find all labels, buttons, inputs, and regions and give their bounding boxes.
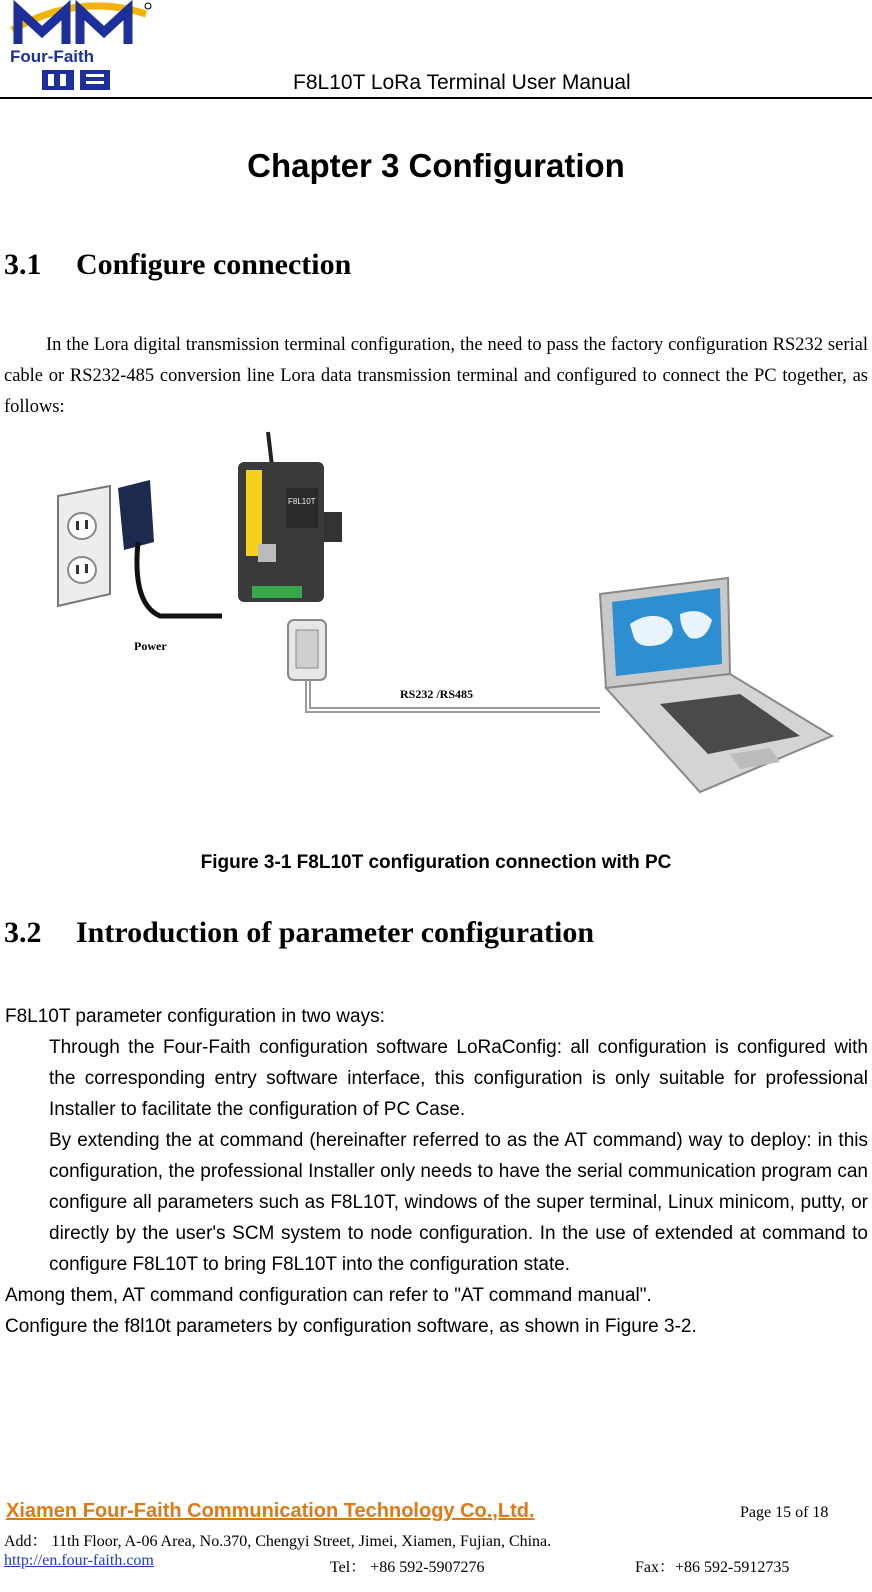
footer-telephone: Tel： +86 592-5907276 <box>330 1559 485 1576</box>
section-number: 3.2 <box>4 916 42 949</box>
connection-figure <box>40 424 840 814</box>
figure-caption: Figure 3-1 F8L10T configuration connection with PC <box>200 852 672 873</box>
cable-label: RS232 /RS485 <box>400 687 474 701</box>
logo-text: Four-Faith <box>10 47 95 66</box>
website-link[interactable]: http://en.four-faith.com <box>4 1552 154 1569</box>
power-label: Power <box>134 639 167 653</box>
page-number: Page 15 of 18 <box>740 1504 829 1521</box>
router-device-icon <box>238 432 342 602</box>
note-text: Configure the f8l10t parameters by configuration software, as shown in Figure 3-2. <box>5 1316 697 1337</box>
section-heading-3-2 <box>4 916 594 950</box>
device-label: F8L10T <box>288 497 316 506</box>
footer-fax: Fax：+86 592-5912735 <box>635 1559 790 1576</box>
section-body <box>5 1001 868 1342</box>
list-item: Through the Four-Faith configuration software LoRaConfig: all configuration is configured with the corresponding entry software interface, this configuration is only suitable for professional Installer to facilitate the configuration of PC Case. <box>49 1037 868 1120</box>
chapter-title: Chapter 3 Configuration <box>247 147 625 184</box>
section-number: 3.1 <box>4 248 42 281</box>
section-paragraph: In the Lora digital transmission terminal configuration, the need to pass the factory configuration RS232 serial cable or RS232-485 conversion line Lora data transmission terminal and configured to connect the PC together, as follows: <box>4 335 868 417</box>
document-title: F8L10T LoRa Terminal User Manual <box>293 71 631 94</box>
section-title: Configure connection <box>76 248 352 281</box>
lead-text: F8L10T parameter configuration in two ways: <box>5 1006 385 1027</box>
list-item: By extending the at command (hereinafter referred to as the AT command) way to deploy: in this configuration, the professional Installer only needs to have the serial communication program can configure all parameters such as F8L10T, windows of the super terminal, Linux minicom, putty, or directly by the user's SCM system to node configuration. In the use of extended at command to configure F8L10T to bring F8L10T into the configuration state. <box>49 1130 868 1275</box>
section-heading-3-1 <box>4 248 351 282</box>
footer-address: Add： 11th Floor, A-06 Area, No.370, Chengyi Street, Jimei, Xiamen, Fujian, China. <box>4 1533 552 1550</box>
serial-connector-icon <box>288 620 326 680</box>
note-text: Among them, AT command configuration can refer to "AT command manual". <box>5 1285 652 1306</box>
section-title: Introduction of parameter configuration <box>76 916 595 949</box>
power-adapter-icon <box>118 480 222 616</box>
header-divider <box>0 97 872 99</box>
wall-outlet-icon <box>58 486 110 606</box>
company-logo <box>4 0 154 94</box>
footer-company-name: Xiamen Four-Faith Communication Technology Co.,Ltd. <box>6 1500 535 1522</box>
laptop-icon <box>600 578 832 792</box>
